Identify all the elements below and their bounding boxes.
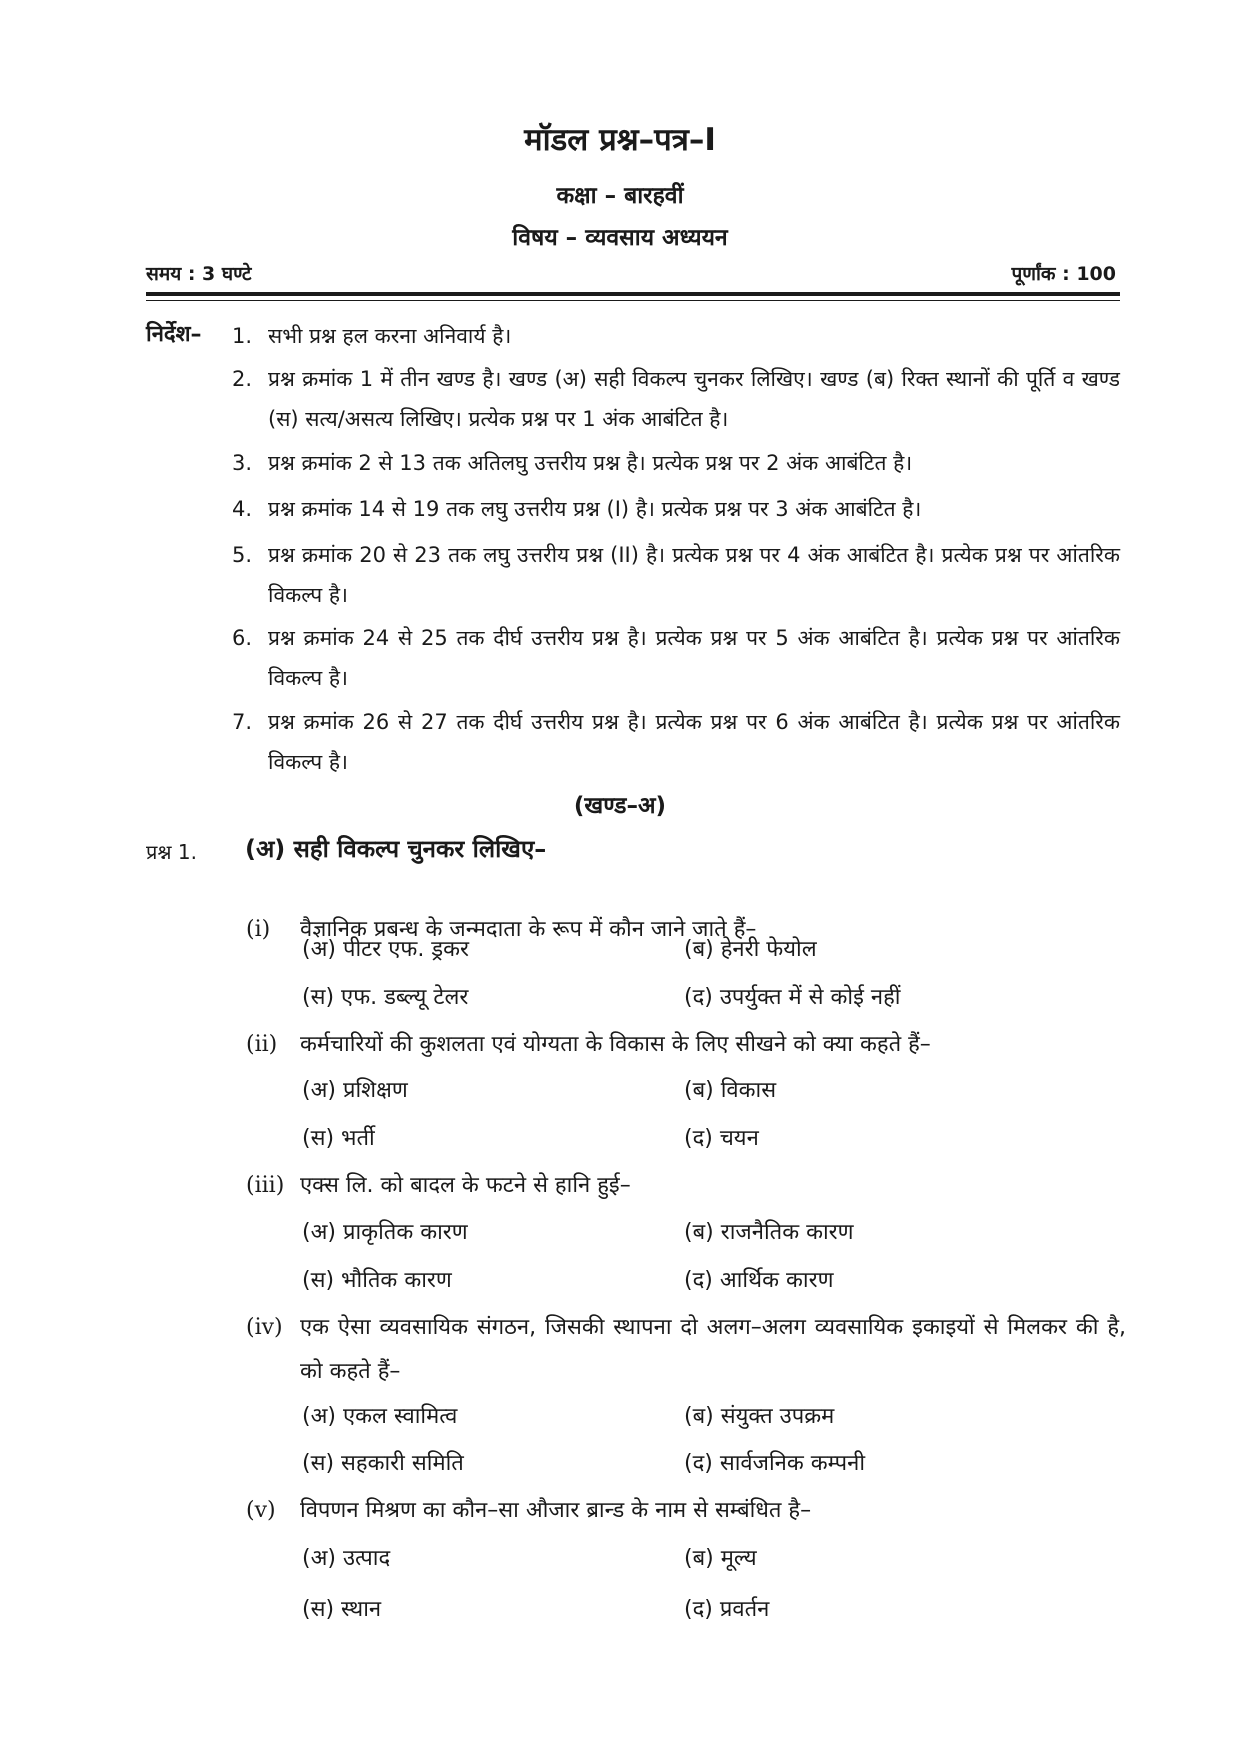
question-number: प्रश्न 1. — [146, 840, 197, 864]
instruction-text: प्रश्न क्रमांक 24 से 25 तक दीर्घ उत्तरीय प्रश्न है। प्रत्येक प्रश्न पर 5 अंक आबंटित है। प्रत्येक प्रश्न पर आंतरिक विकल्प है। — [268, 626, 1120, 690]
option-b: (ब) हेनरी फेयोल — [684, 937, 817, 962]
header-rule-thick — [146, 292, 1120, 296]
section-heading: (खण्ड–अ) — [573, 793, 667, 819]
instructions-heading: निर्देश– — [146, 322, 202, 347]
instruction-text: प्रश्न क्रमांक 1 में तीन खण्ड है। खण्ड (अ) सही विकल्प चुनकर लिखिए। खण्ड (ब) रिक्त स्थानों की पूर्ति व खण्ड (स) सत्य/असत्य लिखिए। प्रत्येक प्रश्न पर 1 अंक आबंटित है। — [268, 367, 1120, 431]
subquestion-number: (iv) — [246, 1315, 283, 1340]
option-d: (द) आर्थिक कारण — [684, 1268, 834, 1293]
subject-line: विषय – व्यवसाय अध्ययन — [512, 225, 728, 251]
subquestion-number: (i) — [246, 917, 271, 942]
option-a: (अ) प्राकृतिक कारण — [302, 1220, 468, 1245]
option-d: (द) चयन — [684, 1126, 759, 1151]
time-label: समय : 3 घण्टे — [146, 263, 252, 285]
header-rule-thin — [146, 300, 1120, 301]
instruction-number: 6. — [232, 626, 253, 650]
instruction-text: प्रश्न क्रमांक 2 से 13 तक अतिलघु उत्तरीय प्रश्न है। प्रत्येक प्रश्न पर 2 अंक आबंटित है। — [268, 451, 913, 475]
instruction-text: प्रश्न क्रमांक 14 से 19 तक लघु उत्तरीय प्रश्न (I) है। प्रत्येक प्रश्न पर 3 अंक आबंटित है। — [268, 497, 922, 521]
subquestion-text: वैज्ञानिक प्रबन्ध के जन्मदाता के रूप में कौन जाने जाते हैं– — [300, 917, 757, 942]
option-b: (ब) मूल्य — [684, 1546, 757, 1571]
option-d: (द) उपर्युक्त में से कोई नहीं — [684, 985, 901, 1010]
option-c: (स) भौतिक कारण — [302, 1268, 452, 1293]
subquestion-text: एक ऐसा व्यवसायिक संगठन, जिसकी स्थापना दो अलग–अलग व्यवसायिक इकाइयों से मिलकर की है, को कहते हैं– — [300, 1315, 1126, 1384]
instruction-number: 4. — [232, 497, 253, 521]
option-a: (अ) एकल स्वामित्व — [302, 1404, 458, 1429]
subquestion-text: विपणन मिश्रण का कौन–सा औजार ब्रान्ड के नाम से सम्बंधित है– — [300, 1498, 812, 1523]
paper-title: मॉडल प्रश्न–पत्र–I — [524, 122, 716, 158]
subquestion-number: (iii) — [246, 1173, 285, 1198]
option-a: (अ) उत्पाद — [302, 1546, 391, 1571]
instruction-text: सभी प्रश्न हल करना अनिवार्य है। — [268, 324, 512, 348]
instruction-text: प्रश्न क्रमांक 26 से 27 तक दीर्घ उत्तरीय प्रश्न है। प्रत्येक प्रश्न पर 6 अंक आबंटित है। प्रत्येक प्रश्न पर आंतरिक विकल्प है। — [268, 710, 1120, 774]
subquestion-text: एक्स लि. को बादल के फटने से हानि हुई– — [300, 1173, 631, 1198]
instruction-text: प्रश्न क्रमांक 20 से 23 तक लघु उत्तरीय प्रश्न (II) है। प्रत्येक प्रश्न पर 4 अंक आबंटित है। प्रत्येक प्रश्न पर आंतरिक विकल्प है। — [268, 543, 1120, 607]
option-d: (द) सार्वजनिक कम्पनी — [684, 1451, 866, 1476]
instruction-number: 3. — [232, 451, 253, 475]
max-marks-label: पूर्णांक : 100 — [1011, 263, 1116, 285]
class-line: कक्षा – बारहवीं — [556, 183, 684, 209]
option-c: (स) एफ. डब्ल्यू टेलर — [302, 985, 469, 1010]
option-c: (स) स्थान — [302, 1597, 382, 1622]
option-a: (अ) पीटर एफ. ड्रकर — [302, 937, 470, 962]
option-c: (स) सहकारी समिति — [302, 1451, 464, 1476]
subquestion-number: (ii) — [246, 1032, 278, 1057]
instruction-number: 2. — [232, 367, 253, 391]
instruction-number: 1. — [232, 324, 253, 348]
option-b: (ब) संयुक्त उपक्रम — [684, 1404, 835, 1429]
option-a: (अ) प्रशिक्षण — [302, 1078, 408, 1103]
option-b: (ब) विकास — [684, 1078, 777, 1103]
option-b: (ब) राजनैतिक कारण — [684, 1220, 854, 1245]
instruction-number: 7. — [232, 710, 253, 734]
option-d: (द) प्रवर्तन — [684, 1597, 770, 1622]
instruction-number: 5. — [232, 543, 253, 567]
subquestion-text: कर्मचारियों की कुशलता एवं योग्यता के विकास के लिए सीखने को क्या कहते हैं– — [300, 1032, 931, 1057]
question-title: (अ) सही विकल्प चुनकर लिखिए– — [245, 835, 547, 863]
subquestion-number: (v) — [246, 1498, 276, 1523]
option-c: (स) भर्ती — [302, 1126, 375, 1151]
